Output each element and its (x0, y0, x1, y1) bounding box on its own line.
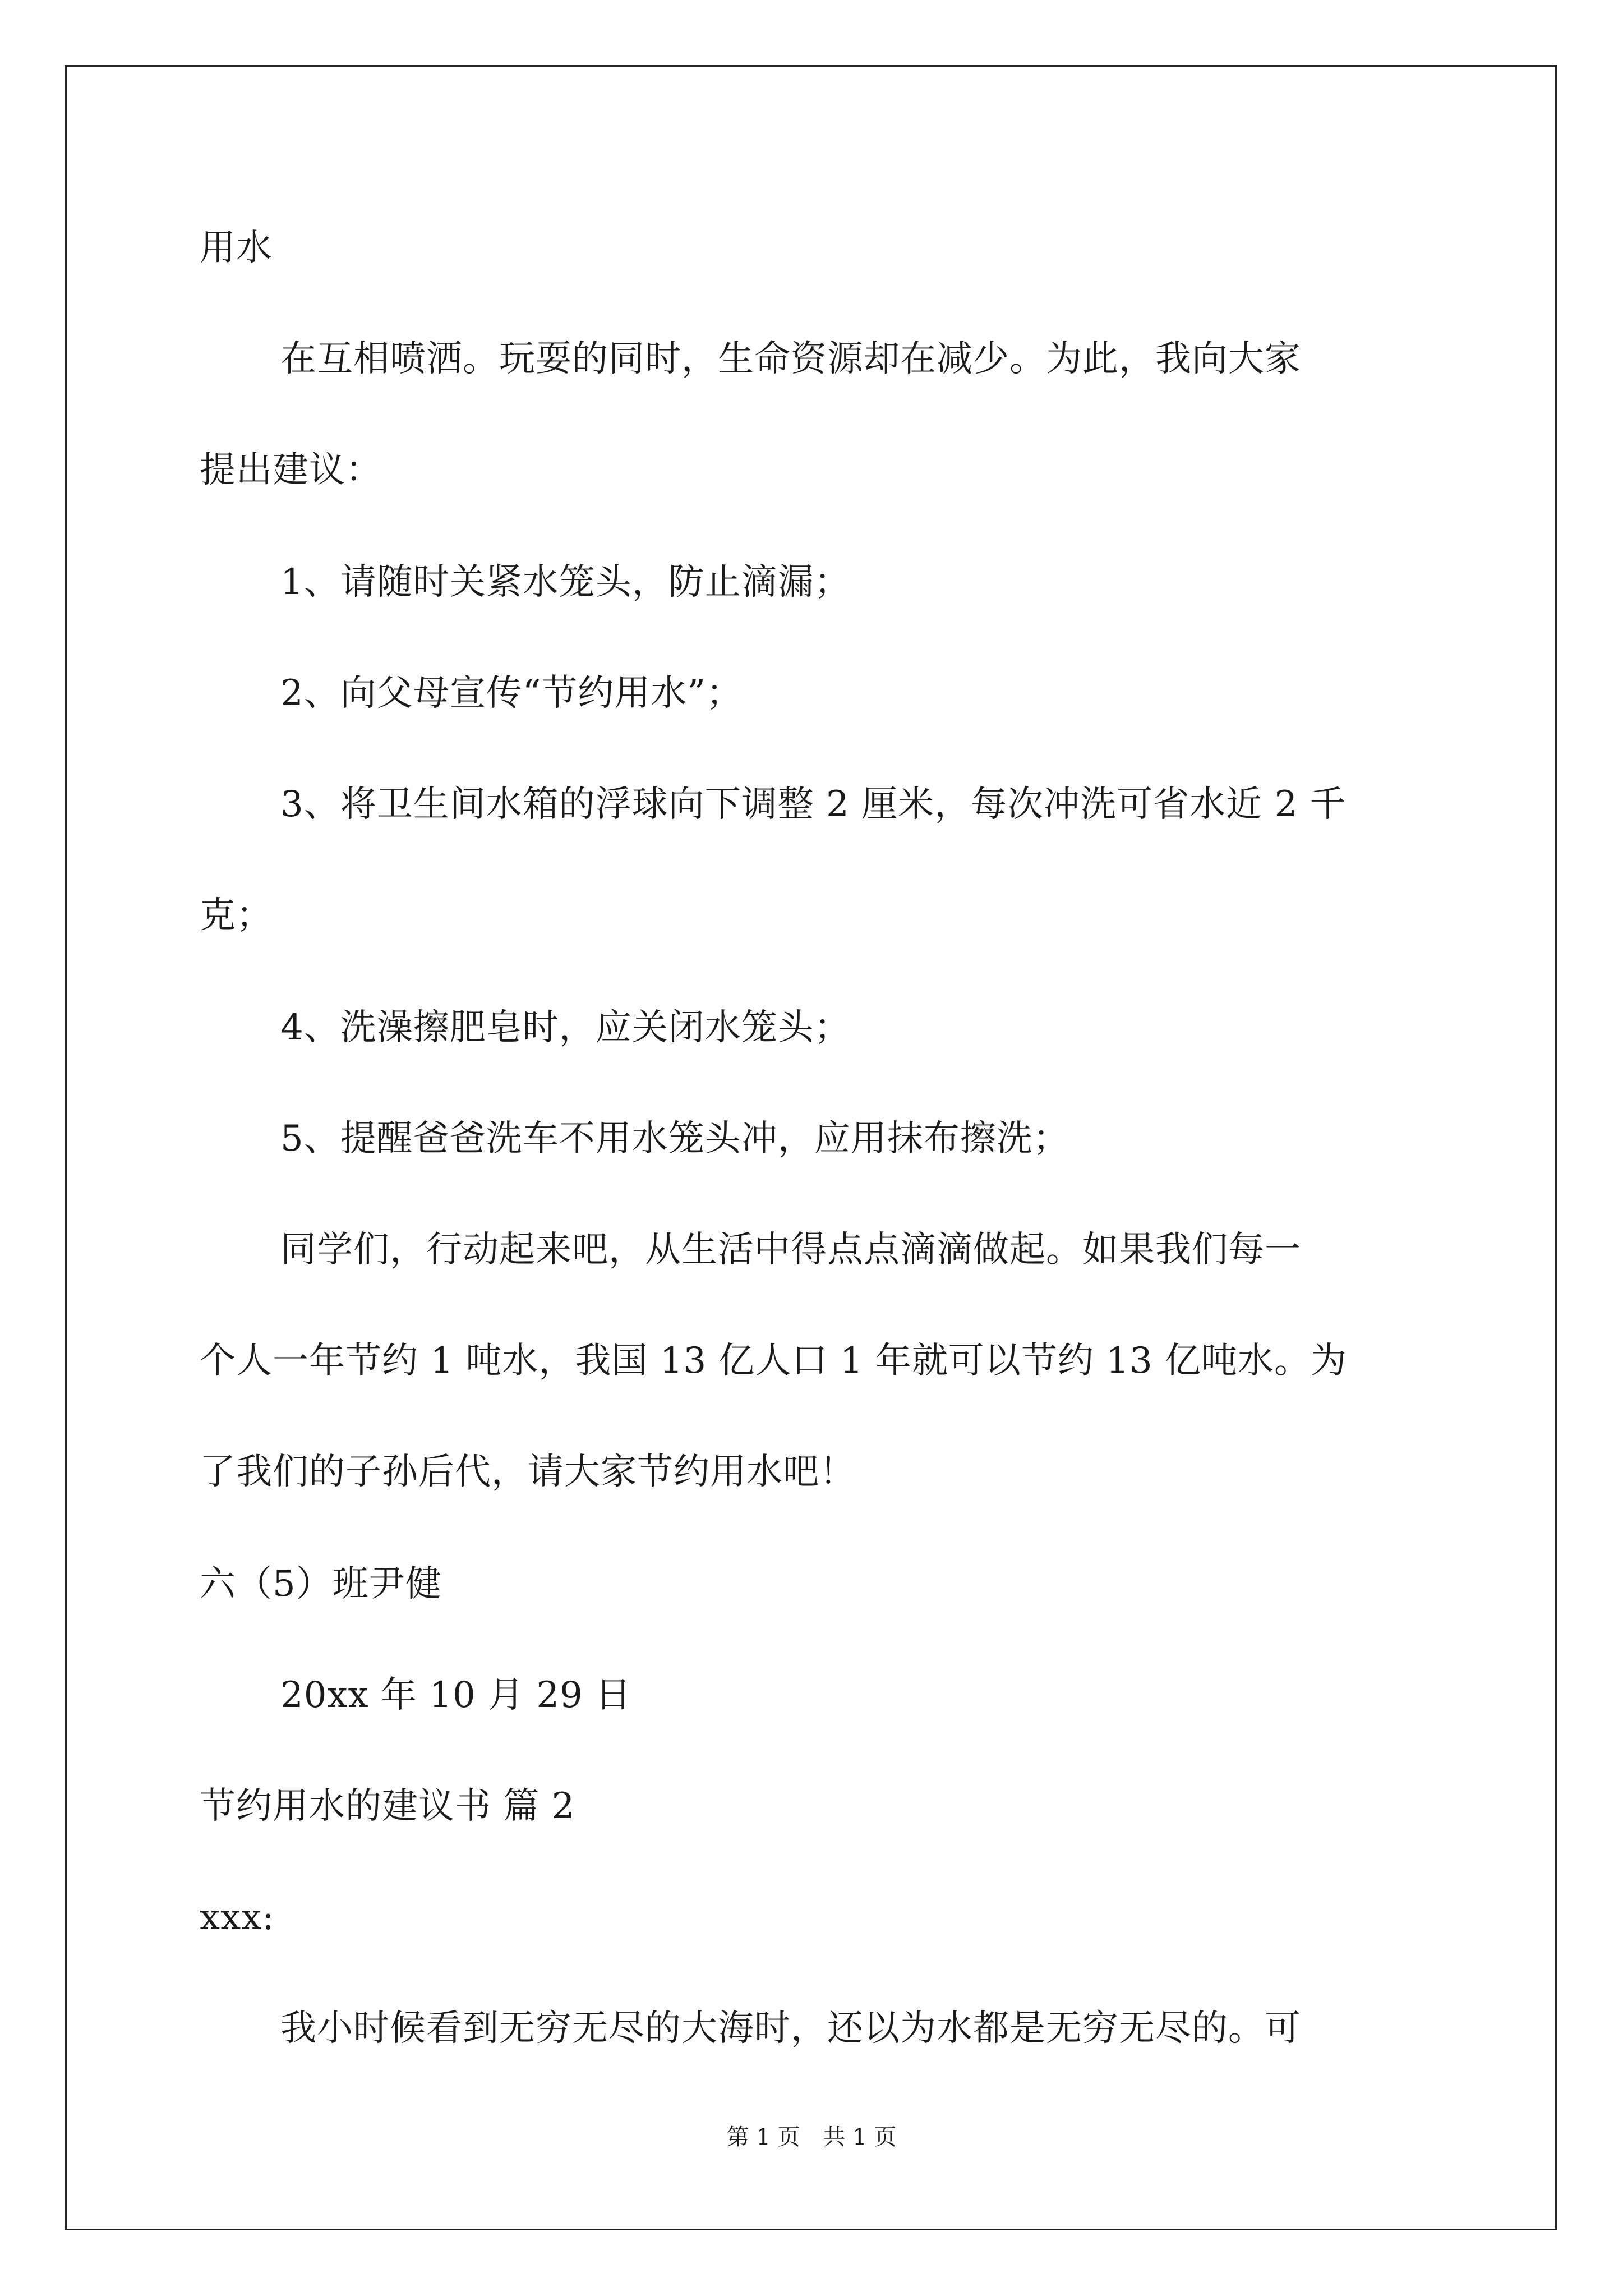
text-line: 个人一年节约 1 吨水，我国 13 亿人口 1 年就可以节约 13 亿吨水。为 (200, 1340, 1348, 1382)
list-item: 5、提醒爸爸洗车不用水笼头冲，应用抹布擦洗； (280, 1118, 1069, 1159)
page-number: 第 1 页 (726, 2124, 800, 2150)
text-line: 提出建议： (200, 449, 382, 491)
list-item: 4、洗澡擦肥皂时，应关闭水笼头； (280, 1007, 851, 1048)
text-line: 用水 (200, 227, 273, 269)
list-item: 1、请随时关紧水笼头，防止滴漏； (280, 562, 851, 603)
signature-line: 六（5）班尹健 (200, 1563, 442, 1605)
list-item: 2、向父母宣传“节约用水”； (280, 673, 743, 714)
page-total: 共 1 页 (823, 2124, 897, 2150)
section-heading: 节约用水的建议书 篇 2 (200, 1786, 575, 1827)
text-line: 克； (200, 895, 273, 936)
text-line: 在互相喷洒。玩耍的同时，生命资源却在减少。为此，我向大家 (280, 338, 1301, 380)
text-line: 同学们，行动起来吧，从生活中得点点滴滴做起。如果我们每一 (280, 1229, 1301, 1271)
page-footer (0, 2119, 1623, 2151)
salutation: xxx: (200, 1897, 275, 1938)
text-line: 了我们的子孙后代，请大家节约用水吧！ (200, 1451, 856, 1493)
text-line: 我小时候看到无穷无尽的大海时，还以为水都是无穷无尽的。可 (280, 2008, 1301, 2049)
date-line: 20xx 年 10 月 29 日 (280, 1674, 632, 1716)
list-item: 3、将卫生间水箱的浮球向下调整 2 厘米，每次冲洗可省水近 2 千 (280, 784, 1347, 825)
